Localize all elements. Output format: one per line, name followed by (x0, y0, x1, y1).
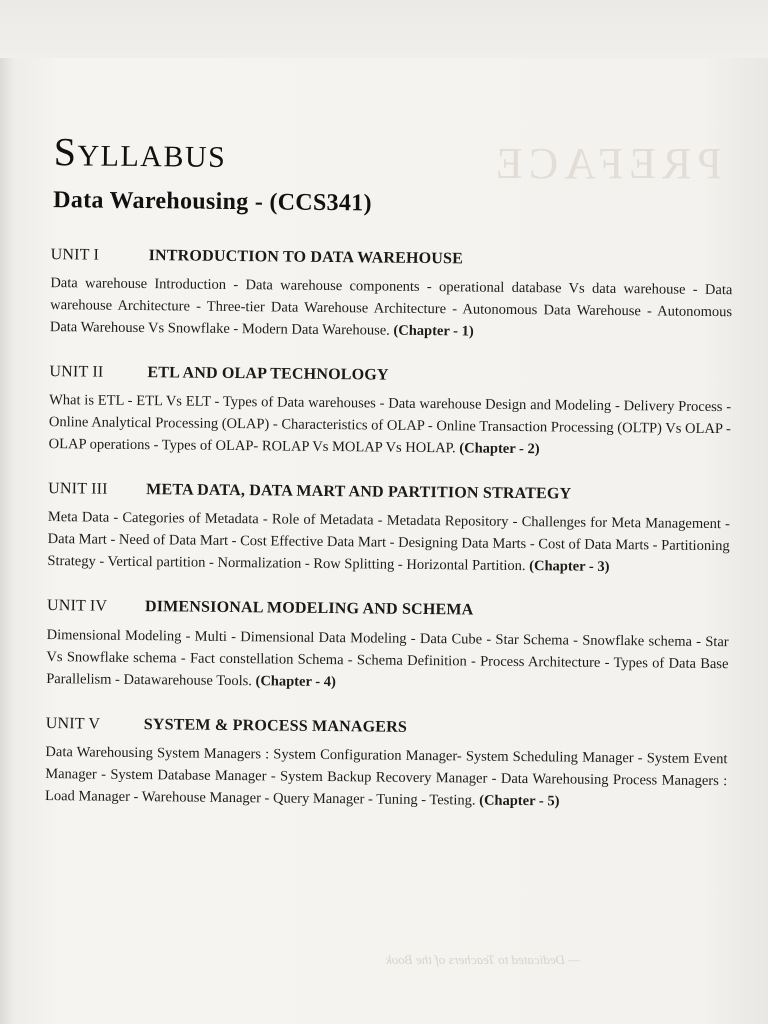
unit-title: META DATA, DATA MART AND PARTITION STRATEGY (146, 481, 572, 503)
title-initial: S (53, 129, 78, 175)
unit-section-1 (42, 245, 733, 345)
unit-header (38, 714, 728, 740)
unit-section-5 (37, 714, 728, 814)
bleed-through-text: PREFACE (490, 139, 722, 188)
unit-title: DIMENSIONAL MODELING AND SCHEMA (144, 598, 474, 619)
unit-section-3 (39, 479, 730, 579)
unit-header (39, 596, 729, 622)
unit-label: UNIT I (50, 245, 100, 264)
chapter-reference: (Chapter - 3) (529, 558, 610, 576)
title-rest: YLLABUS (77, 139, 227, 174)
unit-header (43, 245, 733, 271)
unit-section-4 (38, 596, 729, 696)
syllabus-content (37, 128, 734, 814)
unit-topics: Dimensional Modeling - Multi - Dimensional Data Modeling - Data Cube - Star Schema - Snowflake schema - Star Vs Snowflake schema - Fact constellation Schema - Schema Definition - Process Architecture - Types of Data Base Parallelism - Datawarehouse Tools. (46, 626, 729, 689)
chapter-reference: (Chapter - 1) (393, 322, 474, 340)
unit-label: UNIT II (49, 363, 104, 381)
page-title (53, 128, 733, 183)
chapter-reference: (Chapter - 5) (479, 792, 560, 810)
unit-description (41, 389, 732, 462)
unit-label: UNIT III (48, 480, 108, 498)
chapter-reference: (Chapter - 2) (459, 440, 540, 458)
unit-topics: Meta Data - Categories of Metadata - Role of Metadata - Metadata Repository - Challenges for Meta Management - Data Mart - Need of Data Mart - Cost Effective Data Mart - Designing Data Marts - Cost of Data Marts - Partitioning Strategy - Vertical partition - Normalization - Row Splitting - Horizontal Partition. (47, 509, 730, 575)
unit-topics: What is ETL - ETL Vs ELT - Types of Data warehouses - Data warehouse Design and Modeling - Delivery Process - Online Analytical Processing (OLAP) - Characteristics of OLAP - Online Transaction Processing (OLTP) Vs OLAP - OLAP operations - Types of OLAP- ROLAP Vs MOLAP Vs HOLAP. (48, 392, 732, 457)
unit-header (40, 479, 730, 505)
bleed-through-footer: — Dedicated to Teachers of the Book (386, 952, 580, 967)
unit-description (37, 741, 728, 814)
page-top-edge (0, 0, 768, 58)
subject-heading: Data Warehousing - (CCS341) (53, 187, 372, 217)
unit-label: UNIT V (45, 714, 101, 733)
unit-header (41, 362, 731, 388)
chapter-reference: (Chapter - 4) (255, 672, 336, 690)
unit-section-2 (41, 362, 732, 462)
unit-title: ETL AND OLAP TECHNOLOGY (147, 364, 389, 384)
unit-topics: Data Warehousing System Managers : System Configuration Manager- System Scheduling Manager - System Event Manager - System Database Manager - System Backup Recovery Manager - Data Warehousing Process Managers : Load Manager - Warehouse Manager - Query Manager - Tuning - Testing. (44, 743, 728, 809)
unit-description (42, 272, 733, 345)
unit-description (39, 506, 730, 579)
unit-title: SYSTEM & PROCESS MANAGERS (143, 715, 408, 736)
unit-description (38, 624, 729, 697)
unit-topics: Data warehouse Introduction - Data warehouse components - operational database Vs data warehouse - Data warehouse Architecture - Three-tier Data Warehouse Architecture - Autonomous Data Warehouse - Autonomous Data Warehouse Vs Snowflake - Modern Data Warehouse. (49, 275, 733, 339)
unit-label: UNIT IV (46, 597, 108, 616)
unit-title: INTRODUCTION TO DATA WAREHOUSE (148, 246, 464, 268)
